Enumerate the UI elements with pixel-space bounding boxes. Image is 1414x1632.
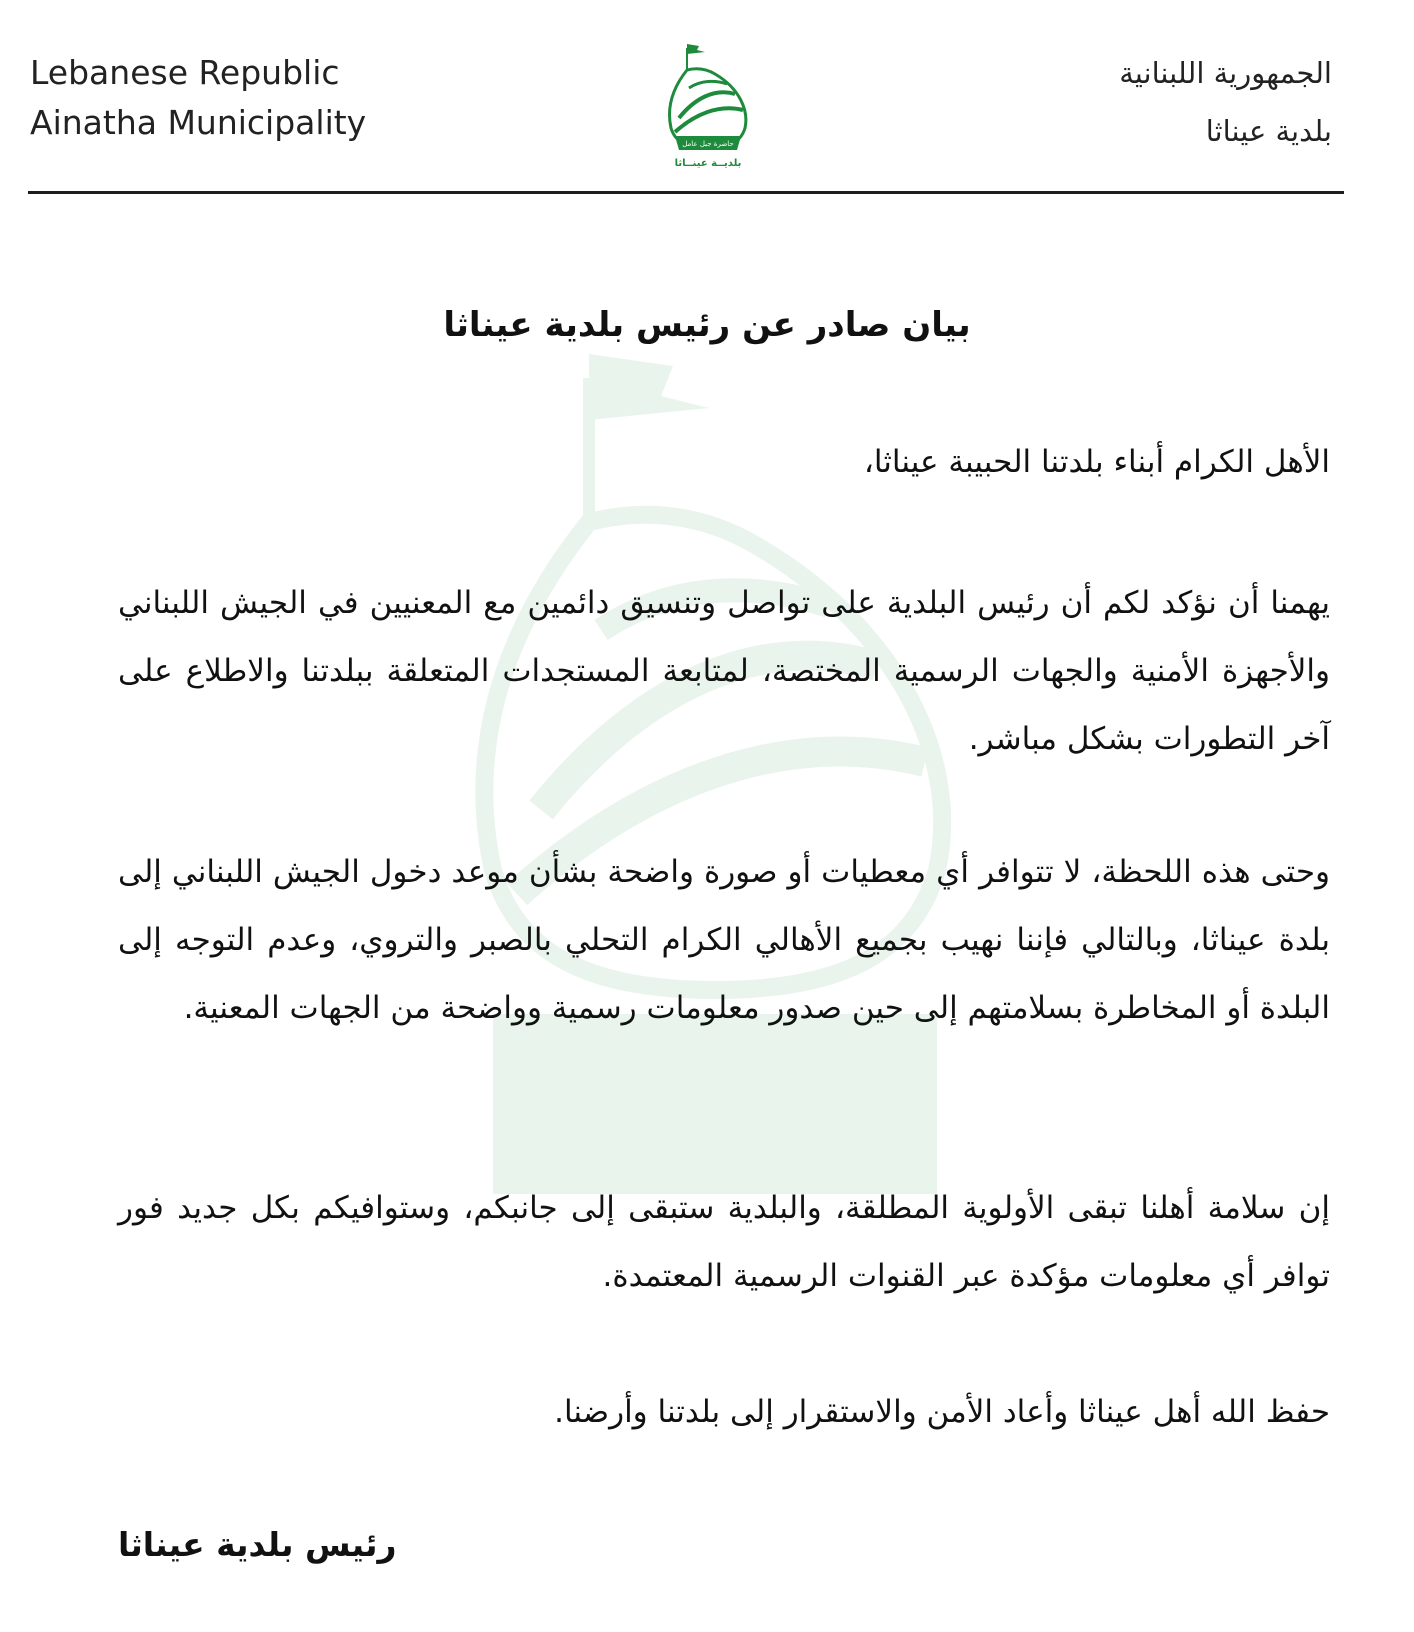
header-divider: [28, 191, 1344, 194]
paragraph-advisory: وحتى هذه اللحظة، لا تتوافر أي معطيات أو صورة واضحة بشأن موعد دخول الجيش اللبناني إلى بلدة عيناثا، وبالتالي فإننا نهيب بجميع الأهالي الكرام التحلي بالصبر والتروي، وعدم التوجه إلى البلدة أو المخاطرة بسلامتهم إلى حين صدور معلومات رسمية وواضحة من الجهات المعنية.: [118, 854, 1330, 1026]
municipality-emblem-icon: [665, 38, 751, 182]
paragraph-coordination: يهمنا أن نؤكد لكم أن رئيس البلدية على تواصل وتنسيق دائمين مع المعنيين في الجيش اللبناني والأجهزة الأمنية والجهات الرسمية المختصة، لمتابعة المستجدات المتعلقة ببلدتنا والاطلاع على آخر التطورات بشكل مباشر.: [118, 585, 1330, 757]
header-english: [30, 48, 366, 148]
header-en-country: Lebanese Republic: [30, 53, 340, 92]
header-ar-municipality: بلدية عيناثا: [1205, 114, 1332, 148]
paragraph-safety: إن سلامة أهلنا تبقى الأولوية المطلقة، والبلدية ستبقى إلى جانبكم، وستوافيكم بكل جديد فور توافر أي معلومات مؤكدة عبر القنوات الرسمية المعتمدة.: [118, 1190, 1330, 1294]
statement-title: بيان صادر عن رئيس بلدية عيناثا: [443, 305, 971, 345]
logo-caption-1: حاضرة جبل عامل: [682, 140, 734, 148]
header-ar-country: الجمهورية اللبنانية: [1119, 56, 1332, 90]
greeting: الأهل الكرام أبناء بلدتنا الحبيبة عيناثا،: [863, 444, 1330, 480]
signature: رئيس بلدية عيناثا: [118, 1525, 397, 1564]
header-en-municipality: Ainatha Municipality: [30, 103, 367, 142]
logo-caption-2: بلديــة عينــاثا: [674, 158, 742, 169]
header-arabic: [1119, 44, 1332, 160]
closing-prayer: حفظ الله أهل عيناثا وأعاد الأمن والاستقرار إلى بلدتنا وأرضنا.: [554, 1394, 1330, 1430]
